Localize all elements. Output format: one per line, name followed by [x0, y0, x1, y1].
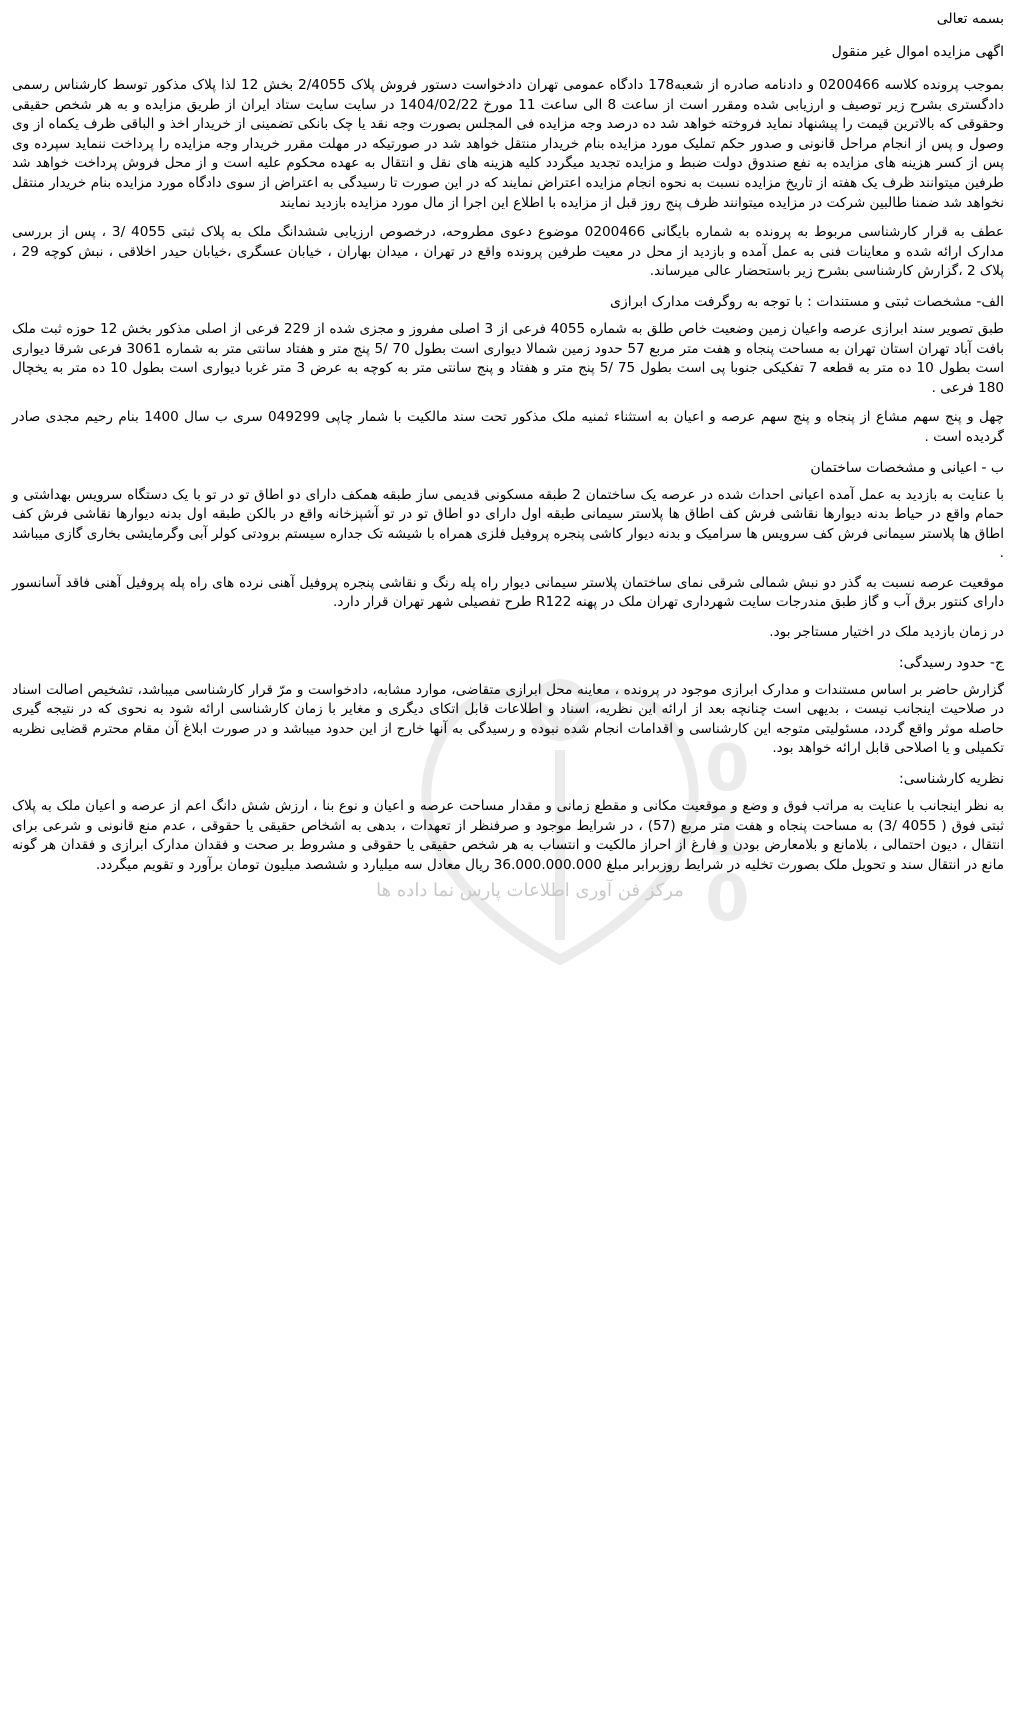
svg-text:0: 0 — [705, 862, 750, 936]
section-b-paragraph-3: در زمان بازدید ملک در اختیار مستاجر بود. — [769, 624, 1004, 641]
section-b-paragraph-2: موقعیت عرصه نسبت به گذر دو نبش شمالی شرقی نمای ساختمان پلاستر سیمانی دیوار راه پله رنگ و نقاشی پنجره پروفیل آهنی نرده های راه پله پروفیل آهنی فاقد آسانسور دارای کنتور برق آب و گاز طبق مندرجات سایت شهرداری تهران ملک در پهنه R122 طرح تفصیلی شهر تهران قرار دارد. — [12, 574, 1004, 611]
section-a-title: الف- مشخصات ثبتی و مستندات : با توجه به روگرفت مدارک ابرازی — [610, 293, 1004, 310]
basmala-heading: بسمه تعالی — [936, 11, 1004, 27]
svg-text:1: 1 — [705, 797, 750, 871]
section-c-title: ج- حدود رسیدگی: — [898, 654, 1004, 671]
intro-paragraph: بموجب پرونده کلاسه 0200466 و دادنامه صادره از شعبه178 دادگاه عمومی تهران دادخواست دستور فروش پلاک 2/4055 بخش 12 لذا پلاک مذکور توسط کارشناس رسمی دادگستری بشرح زیر توصیف و ارزیابی شده ومقرر است از ساعت 8 الی ساعت 11 مورخ 1404/02/22 در سایت سایت ستاد ایران از طریق مزایده و به هر شخص حقیقی وحقوقی که بالاترین قیمت را پیشنهاد نماید فروخته خواهد شد ده درصد وجه مزایده فی المجلس بصورت وجه نقد یا چک بانکی تضمینی از خریدار اخذ و الباقی ظرف یکماه از وی وصول و پس از انجام مراحل قانونی و صدور حکم تملیک مورد مزایده بنام خریدار منتقل خواهد شد در صورتیکه در مهلت مقرر خریدار وجه مزایده را پرداخت ننماید سپرده وی پس از کسر هزینه های مزایده به نفع صندوق دولت ضبط و مزایده تجدید میگردد کلیه هزینه های نقل و انتقال به عهده محکوم علیه است و از محل فروش پرداخت خواهد شد طرفین میتوانند ظرف یک هفته از تاریخ مزایده نسبت به نحوه انجام مزایده اعتراض نمایند که در این صورت تا رسیدگی به اعتراض از سوی دادگاه مورد مزایده بنام خریدار منتقل نخواهد شد ضمنا طالبین شرکت در مزایده میتوانند ظرف پنج روز قبل از مزایده با اطلاع این اجرا از مال مورد مزایده بازدید نمایند — [12, 77, 1005, 211]
section-b-title: ب - اعیانی و مشخصات ساختمان — [810, 459, 1004, 476]
expert-opinion-paragraph: به نظر اینجانب با عنایت به مراتب فوق و وضع و موقعیت مکانی و مقطع زمانی و مقدار مساحت عرصه و اعیان و نوع بنا ، ارزش شش دانگ اعم از عرصه و اعیان ملک به پلاک ثبتی فوق ( 4055 /3) به مساحت پنجاه و هفت متر مربع (57) ، در شرایط موجود و صرفنظر از تعهدات ، بدهی به اشخاص حقیقی یا حقوقی ، عدم منع قانونی و شرعی برای انتقال ، دیون احتمالی ، بلامانع و بلامعارض بودن و فارغ از احراز مالکیت و انتساب به هر شخص حقیقی یا حقوقی و مشروط بر صحت و فقدان مدارک ابرازی و فقدان هر گونه مانع در انتقال سند و تحویل ملک بصورت تخلیه در شرایط روزبرابر مبلغ 36.000.000.000 ریال معادل سه میلیارد و ششصد میلیون تومان برآورد و تقویم میگردد. — [12, 798, 1005, 873]
expert-opinion-title: نظریه کارشناسی: — [899, 771, 1004, 788]
section-a-paragraph-2: چهل و پنج سهم مشاع از پنجاه و پنج سهم عرصه و اعیان به استثناء ثمنیه ملک مذکور تحت سند مالکیت با شمار چاپی 049299 سری ب سال 1400 بنام رحیم مجدی صادر گردیده است . — [12, 409, 1004, 445]
section-b-paragraph-1: با عنایت به بازدید به عمل آمده اعیانی احداث شده در عرصه یک ساختمان 2 طبقه مسکونی قدیمی ساز طبقه همکف دارای دو اطاق تو در تو با یک دستگاه سرویس بهداشتی و حمام واقع در حیاط بدنه دیوارها نقاشی فرش کف اطاق ها پلاستر سیمانی طبقه اول دارای دو اطاق تو در تو آشپزخانه واقع در بالکن طبقه اول بدنه دیوارها نقاشی فرش کف اطاق ها پلاستر سیمانی فرش کف سرویس ها سرامیک و بدنه دیوار کاشی پنجره پروفیل فلزی همراه با شیشه تک جداره سیستم برودتی کولر آبی وگرمایشی بخاری گازی میباشد . — [12, 486, 1004, 562]
section-c-paragraph-1: گزارش حاضر بر اساس مستندات و مدارک ابرازی موجود در پرونده ، معاینه محل ابرازی متقاضی، موارد مشابه، دادخواست و مرّ قرار کارشناسی میباشد، تشخیص اصالت اسناد در صلاحیت اینجانب نیست ، بدیهی است چنانچه بعد از ارائه این نظریه، اسناد و اطلاعات قابل اتکای دیگری و مغایر با زمان کارشناسی ارائه شود به نحوی که در نتیجه گیری حاصله موثر واقع گردد، مسئولیتی متوجه این کارشناسی و اقدامات انجام شده نبوده و رسیدگی به آنها خارج از این حدود میباشد و در صورت ابلاغ آن مقام محترم قضایی نظریه تکمیلی و یا اصلاحی قابل ارائه خواهد بود. — [12, 681, 1004, 757]
expert-reference-paragraph: عطف به قرار کارشناسی مربوط به پرونده به شماره بایگانی 0200466 موضوع دعوی مطروحه، درخصوص ارزیابی ششدانگ ملک به پلاک ثبتی 4055 /3 ، پس از بررسی مدارک ارائه شده و معاینات فنی به عمل آمده و بازدید از محل در معیت طرفین پرونده واقع در تهران ، میدان بهاران ، خیابان عسگری ،خیابان حیدر اخلاقی ، نبش کوچه 29 ، پلاک 2 ،گزارش کارشناسی بشرح زیر باستحضار عالی میرساند. — [12, 224, 1005, 280]
watermark-text: مرکز فن آوری اطلاعات پارس نما داده ها — [376, 880, 684, 901]
section-a-paragraph-1: طبق تصویر سند ابرازی عرصه واعیان زمین وضعیت خاص طلق به شماره 4055 فرعی از 3 اصلی مفروز و مجزی شده از 229 فرعی از اصلی مذکور بخش 12 حوزه ثبت ملک بافت آباد تهران استان تهران به مساحت پنجاه و هفت متر مربع 57 حدود زمین شمالا دیواری است بطول 70 /5 پنج متر و هفتاد سانتی متر به شماره 3061 فرعی شرقا دیواری است بطول 10 ده متر به قطعه 7 تفکیکی جنوبا پی است بطول 75 /5 پنج متر و هفتاد و پنج سانتی متر به کوچه به عرض 3 متر غربا دیواری است بطول 10 ده متر به یخچال 180 فرعی . — [12, 320, 1005, 396]
notice-title: اگهی مزایده اموال غیر منقول — [831, 44, 1004, 60]
svg-text:0: 0 — [705, 732, 750, 806]
